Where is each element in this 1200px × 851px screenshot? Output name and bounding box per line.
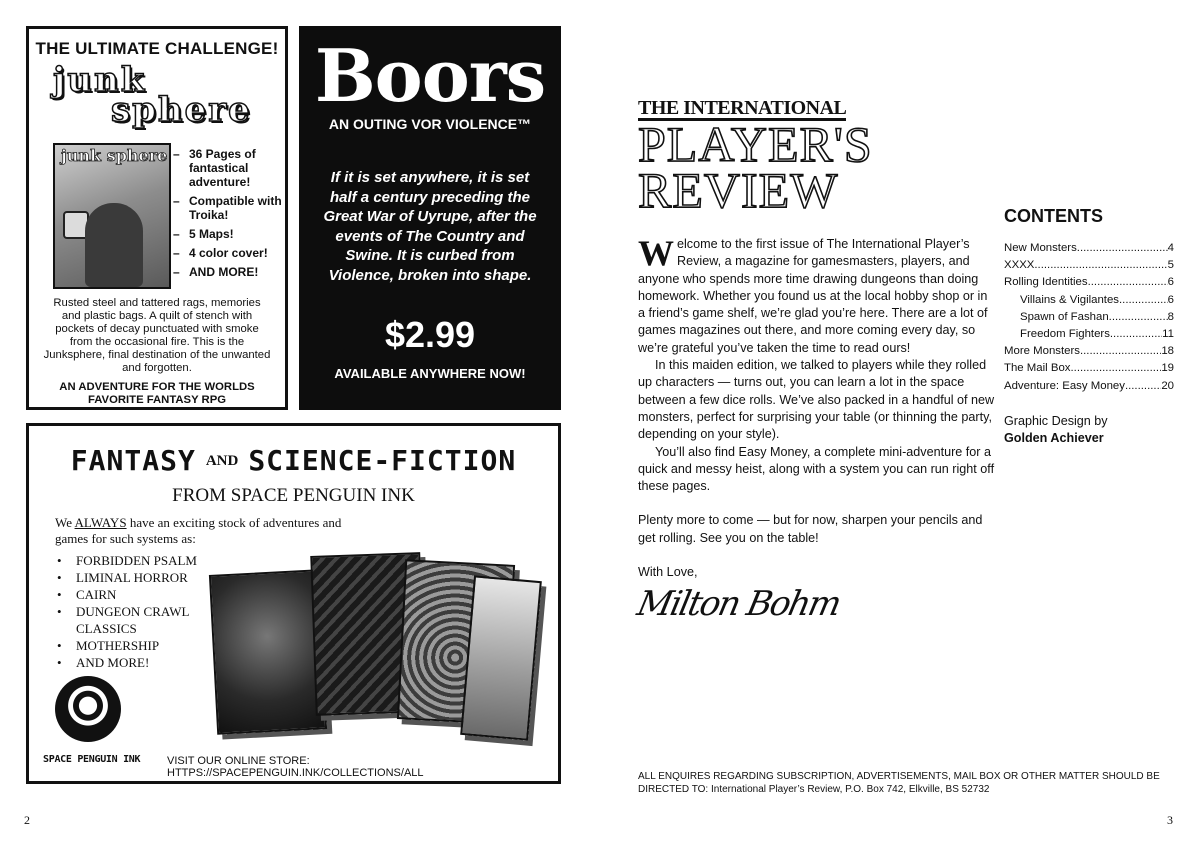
contents-item (1004, 292, 1174, 309)
letter-paragraph-1 (638, 233, 996, 357)
contents-item (1004, 240, 1174, 257)
letter-paragraph-2: In this maiden edition, we talked to players while they rolled up characters — turns out, you can learn a lot in the space between a few dice rolls. We’ve also packed in a handful of new monsters, perfect for surprising your table (or thinning the party, depending on your style). (638, 358, 995, 442)
contents-leader-dots (1034, 257, 1167, 274)
junksphere-logo-line1: junk (53, 60, 147, 100)
masthead-line1: THE INTERNATIONAL (638, 97, 847, 119)
contents-item-page: 11 (1162, 328, 1174, 341)
junksphere-blurb: Rusted steel and tattered rags, memories and plastic bags. A quilt of stench with pockets of decay punctuated with smoke from the occasional fire. This is the Junksphere, final destination of the unwanted and forgotten. (43, 297, 271, 374)
space-penguin-ad (26, 423, 561, 784)
adventurer-figure-icon (85, 203, 143, 287)
penguin-from: FROM SPACE PENGUIN INK (172, 485, 415, 506)
system-item: • MOTHERSHIP (55, 637, 235, 654)
contents-item-page: 5 (1167, 259, 1174, 272)
system-item: • LIMINAL HORROR (55, 569, 235, 586)
contents-title: CONTENTS (1004, 206, 1103, 226)
junksphere-cover-image (53, 143, 171, 289)
boors-title: Boors (314, 33, 546, 118)
heading-fantasy: FANTASY (70, 444, 196, 477)
contents-item (1004, 343, 1174, 360)
junksphere-cover-title: junk sphere (61, 146, 168, 165)
contents-item (1004, 360, 1174, 377)
book-covers-collage (205, 544, 545, 734)
boors-price: $2.99 (384, 314, 476, 355)
contents-item-label: Spawn of Fashan (1020, 310, 1109, 323)
contents-leader-dots (1110, 326, 1162, 343)
contents-leader-dots (1125, 378, 1161, 395)
contents-leader-dots (1080, 343, 1161, 360)
contents-item-label: The Mail Box (1004, 362, 1071, 375)
junksphere-headline: THE ULTIMATE CHALLENGE! (35, 39, 279, 58)
enquiries-footer: ALL ENQUIRES REGARDING SUBSCRIPTION, ADVERTISEMENTS, MAIL BOX OR OTHER MATTER SHOULD BE DIRECTED TO: International Player’s Review, P.O. Box 742, Elkville, BS 52732 (638, 771, 1160, 795)
penguin-intro (55, 515, 355, 547)
junksphere-ad (26, 26, 288, 410)
contents-leader-dots (1077, 240, 1168, 257)
feature-item: – 5 Maps! (173, 227, 285, 241)
contents-item-label: Adventure: Easy Money (1004, 379, 1125, 392)
masthead-line3: REVIEW (638, 162, 839, 218)
contents-item-page: 6 (1167, 293, 1174, 306)
credit-name: Golden Achiever (1004, 430, 1104, 445)
page-number-right: 3 (1167, 813, 1173, 827)
contents-leader-dots (1088, 274, 1168, 291)
boors-pitch: If it is set anywhere, it is set half a century preceding the Great War of Uyrupe, after the events of The Country and Swine. It is curbed from Violence, broken into shape. (323, 169, 537, 284)
heading-scifi: SCIENCE-FICTION (248, 444, 517, 477)
junksphere-tagline: AN ADVENTURE FOR THE WORLDS FAVORITE FANTASY RPG (59, 381, 255, 406)
contents-item-label: New Monsters (1004, 242, 1077, 254)
boors-ad (299, 26, 561, 410)
contents-item (1004, 274, 1174, 291)
contents-item-label: Villains & Vigilantes (1020, 293, 1119, 306)
space-penguin-emblem-text: SPACE PENGUIN INK (43, 754, 141, 765)
penguin-store-url: VISIT OUR ONLINE STORE: HTTPS://SPACEPENGUIN.INK/COLLECTIONS/ALL (167, 755, 424, 779)
intro-after: have an exciting stock of adventures and games for such systems as: (55, 515, 342, 546)
feature-item: – Compatible with Troika! (173, 194, 285, 222)
contents-list (1004, 240, 1174, 395)
contents-item-page: 8 (1167, 310, 1174, 323)
intro-emphasis: ALWAYS (74, 515, 127, 530)
masthead-line2: PLAYER'S (638, 116, 873, 172)
heading-and: AND (205, 453, 239, 469)
letter-p1-text: elcome to the first issue of The International Player’s Review, a magazine for gamesmasters, players, and anyone who spends more time drawing dungeons than doing homework. Whether you found us at the local hobby shop or in a friend’s game shelf, we’re glad you’re here. There are a lot of games magazines out there, and more coming every day, so we’re grateful you’ve taken the time to read ours! (638, 237, 988, 355)
contents-leader-dots (1070, 360, 1161, 377)
contents-item (1004, 326, 1174, 343)
design-credit (1004, 413, 1174, 447)
editor-letter (638, 233, 996, 581)
junksphere-logo (53, 60, 263, 130)
contents-leader-dots (1119, 292, 1168, 309)
masthead-logo (638, 97, 873, 218)
intro-before: We (55, 515, 75, 530)
system-item: • CAIRN (55, 586, 235, 603)
book-cover-fourth (460, 575, 542, 740)
feature-item: – 4 color cover! (173, 246, 285, 260)
feature-item: – AND MORE! (173, 265, 285, 279)
system-item: • DUNGEON CRAWL CLASSICS (55, 603, 235, 637)
contents-item (1004, 378, 1174, 395)
signature: Milton Bohm (633, 584, 844, 624)
page-number-left: 2 (24, 813, 30, 827)
contents-item-label: XXXX (1004, 259, 1035, 272)
contents-item (1004, 257, 1174, 274)
letter-paragraph-3: You’ll also find Easy Money, a complete mini-adventure for a quick and messy heist, along with a system you can run right off these pages. (638, 444, 995, 494)
boors-availability: AVAILABLE ANYWHERE NOW! (334, 366, 526, 381)
contents-leader-dots (1109, 309, 1168, 326)
junksphere-feature-list (173, 147, 285, 284)
contents-item-page: 6 (1167, 276, 1174, 289)
boors-subtitle: AN OUTING VOR VIOLENCE™ (328, 116, 532, 132)
junksphere-logo-line2: sphere (111, 90, 252, 130)
book-cover-forbidden-psalm (209, 569, 327, 735)
space-penguin-emblem-icon (55, 676, 121, 742)
letter-signoff: With Love, (638, 565, 698, 580)
contents-item-page: 18 (1161, 345, 1174, 358)
letter-paragraph-4: Plenty more to come — but for now, sharpen your pencils and get rolling. See you on the table! (638, 513, 983, 545)
table-of-contents (1004, 206, 1174, 447)
credit-label: Graphic Design by (1004, 413, 1108, 428)
system-item: • AND MORE! (55, 654, 235, 671)
contents-item-page: 4 (1167, 242, 1174, 254)
penguin-heading (29, 444, 558, 477)
contents-item-page: 19 (1161, 362, 1174, 375)
system-item: • FORBIDDEN PSALM (55, 552, 235, 569)
contents-item-label: Freedom Fighters (1020, 328, 1110, 341)
contents-item-label: More Monsters (1004, 345, 1080, 358)
drop-cap: W (638, 233, 674, 273)
contents-item-page: 20 (1161, 379, 1174, 392)
contents-item-label: Rolling Identities (1004, 276, 1088, 289)
contents-item (1004, 309, 1174, 326)
feature-item: – 36 Pages of fantastical adventure! (173, 147, 285, 189)
